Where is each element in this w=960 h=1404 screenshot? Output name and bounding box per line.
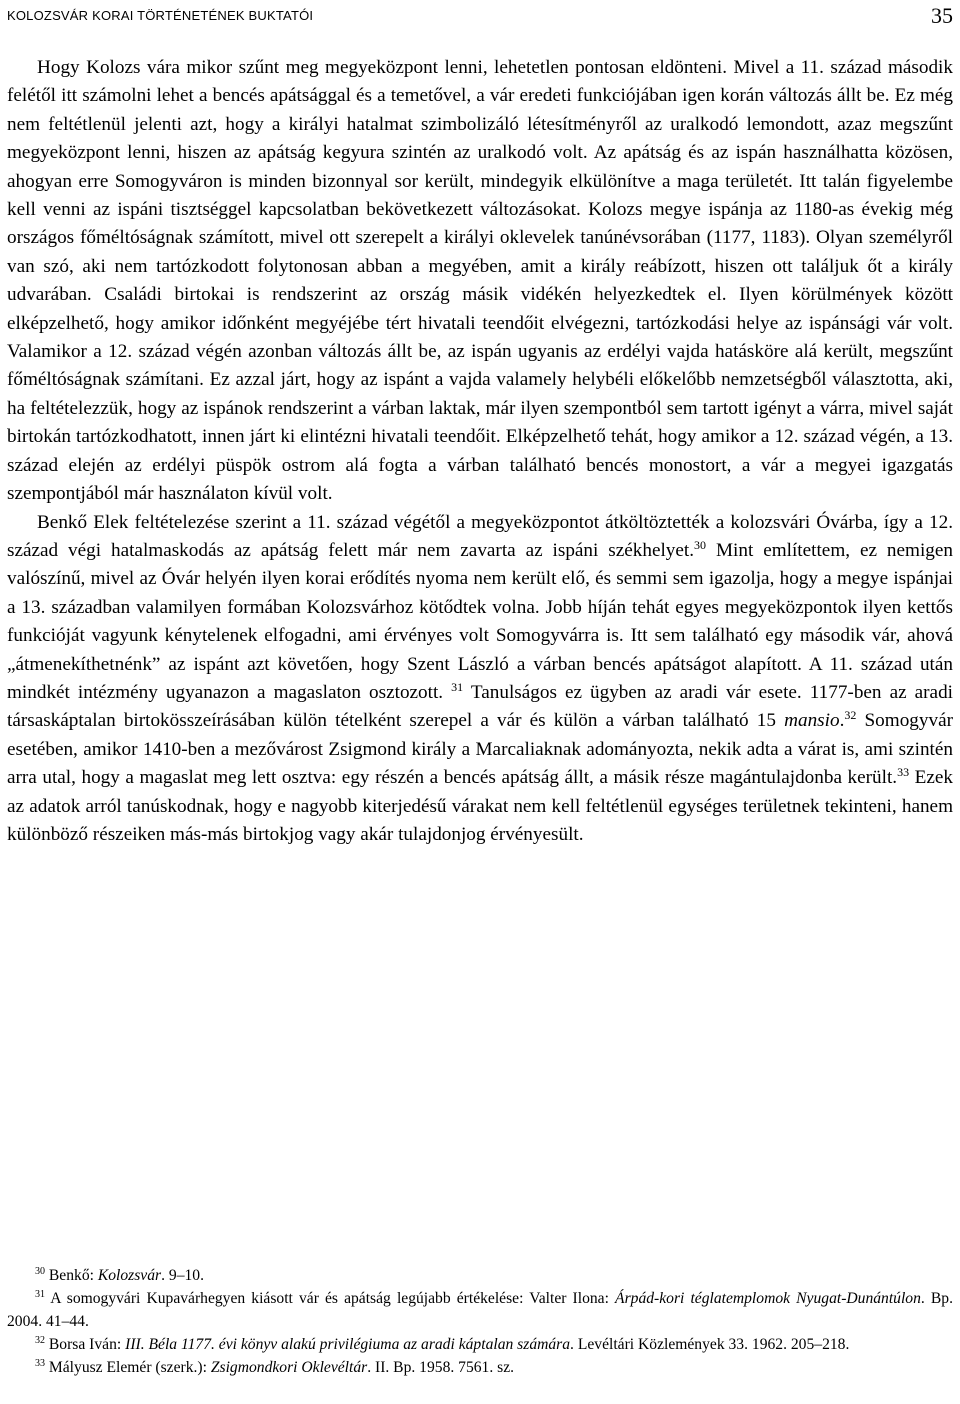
body-text bbox=[7, 54, 953, 849]
page-number: 35 bbox=[931, 3, 953, 28]
footnote-text: . 9–10. bbox=[161, 1267, 204, 1284]
running-title: KOLOZSVÁR KORAI TÖRTÉNETÉNEK BUKTATÓI bbox=[7, 8, 314, 23]
paragraph-2-part-a: Benkő Elek feltételezése szerint a 11. század végétől a megyeközpontot átköltöztették a kolozsvári Óvárba, így a 12. század végi hatalmaskodás az apátság felett már nem zavarta az ispáni székhelyet. bbox=[7, 511, 953, 561]
footnote-30 bbox=[7, 1264, 953, 1287]
footnote-text: Benkő: bbox=[45, 1267, 98, 1284]
footnote-title: III. Béla 1177. évi könyv alakú privilégiuma az aradi káptalan számára bbox=[125, 1336, 571, 1353]
footnote-number: 30 bbox=[35, 1266, 45, 1277]
footnote-text: Borsa Iván: bbox=[45, 1336, 126, 1353]
footnote-32 bbox=[7, 1333, 953, 1356]
footnote-text: . Bp. 2004. 41–44. bbox=[7, 1290, 954, 1330]
footnote-text: A somogyvári Kupavárhegyen kiásott vár és apátság legújabb értékelése: Valter Ilona: bbox=[45, 1290, 616, 1307]
paragraph-2 bbox=[7, 509, 953, 850]
page-header bbox=[7, 3, 953, 27]
footnote-title: Árpád-kori téglatemplomok Nyugat-Dunántúlon bbox=[615, 1290, 921, 1307]
footnote-number: 32 bbox=[35, 1335, 45, 1346]
footnote-text: Mályusz Elemér (szerk.): bbox=[45, 1359, 211, 1376]
paragraph-2-period: . bbox=[839, 710, 845, 732]
footnotes bbox=[7, 1264, 953, 1379]
footnote-title: Zsigmondkori Oklevéltár bbox=[210, 1359, 368, 1376]
footnote-ref-31[interactable]: 31 bbox=[451, 679, 464, 694]
paragraph-2-part-d: Somogyvár esetében, amikor 1410-ben a mezővárost Zsigmond király a Marcaliaknak adományozta, nekik adta a várat is, ami szintén arra utal, hogy a magaslat meg lett osztva: egy részén a bencés apátság állt, a másik része magántulajdonba került. bbox=[7, 710, 953, 789]
paragraph-2-part-c: Tanulságos ez ügyben az aradi vár esete. 1177-ben az aradi társaskáptalan birtokösszeírásában külön tételként szerepel a vár és külön a várban található 15 bbox=[7, 681, 953, 732]
footnote-text: . II. Bp. 1958. 7561. sz. bbox=[367, 1359, 515, 1376]
footnote-31 bbox=[7, 1287, 953, 1333]
paragraph-1: Hogy Kolozs vára mikor szűnt meg megyeközpont lenni, lehetetlen pontosan eldönteni. Mivel a 11. század második felétől itt számolni lehet a bencés apátsággal és a temetővel, a vár eredeti funkciójában igen korán változás állt be. Ez még nem feltétlenül jelenti azt, hogy a királyi hatalmat szimbolizáló létesítményről az uralkodó lemondott, azaz megszűnt megyeközpont lenni, hiszen az apátság kegyura szintén az uralkodó volt. Az apátság és az ispán használhatta közösen, ahogyan erre Somogyváron is minden bizonnyal sor került, mindegyik elkülönítve a maga területét. Itt talán figyelembe kell venni az ispáni tisztséggel kapcsolatban bekövetkezett változásokat. Kolozs megye ispánja az 1180-as évekig még országos főméltóságnak számított, mivel ott szerepelt a királyi oklevelek tanúnévsorában (1177, 1183). Olyan személyről van szó, aki nem tartózkodott folytonosan abban a megyében, amit a király reábízott, hiszen ott találjuk őt a király udvarában. Családi birtokai is rendszerint az ország másik vidékén helyezkedtek el. Ilyen körülmények között elképzelhető, hogy amikor időnként megyéjébe tért hivatali teendőit elvégezni, tartózkodási helye az ispánsági vár volt. Valamikor a 12. század végén azonban változás állt be, az ispán ugyanis az erdélyi vajda hatásköre alá került, megszűnt főméltóságnak számítani. Ez azzal járt, hogy az ispánt a vajda valamely helybéli előkelőbb nemzetségből választotta, aki, ha feltételezzük, hogy az ispánok rendszerint a várban laktak, már ilyen szempontból sem tartott igényt a várra, mivel saját birtokán tartózkodhatott, innen járt ki elintézni hivatali teendőit. Elképzelhető tehát, hogy amikor a 12. század végén, a 13. század elején az erdélyi püspök ostrom alá fogta a várban található bencés monostort, a vár a megyei igazgatás szempontjából már használaton kívül volt. bbox=[7, 57, 953, 505]
paragraph-2-part-b: Mint említettem, ez nemigen valószínű, mivel az Óvár helyén ilyen korai erődítés nyoma nem került elő, és semmi sem igazolja, hogy a megye ispánjai a 13. században valamilyen formában Kolozsvárhoz kötődtek volna. Jobb híján tehát egyes megyeközpontok ilyen kettős funkcióját vagyunk kénytelenek elfogadni, ami érvényes volt Somogyvárra is. Itt sem található egy második vár, ahová „átmenekíthetnénk” az ispánt azt követően, hogy Szent László a várban bencés apátságot alapított. A 11. század után mindkét intézmény ugyanazon a magaslaton osztozott. bbox=[7, 539, 953, 703]
footnote-text: . Levéltári Közlemények 33. 1962. 205–218. bbox=[570, 1336, 850, 1353]
footnote-33 bbox=[7, 1356, 953, 1379]
footnote-ref-33[interactable]: 33 bbox=[897, 765, 910, 780]
paragraph-2-part-e: Ezek az adatok arról tanúskodnak, hogy e nagyobb kiterjedésű várakat nem kell feltétlenül egységes területnek tekinteni, hanem különböző részeiken más-más birtokjog vagy akár tulajdonjog érvényesült. bbox=[7, 767, 953, 845]
footnote-ref-32[interactable]: 32 bbox=[844, 708, 857, 723]
footnote-number: 33 bbox=[35, 1358, 45, 1369]
footnote-title: Kolozsvár bbox=[97, 1267, 162, 1284]
footnote-ref-30[interactable]: 30 bbox=[694, 537, 707, 552]
mansio-term: mansio bbox=[784, 710, 840, 732]
footnote-number: 31 bbox=[35, 1289, 45, 1300]
